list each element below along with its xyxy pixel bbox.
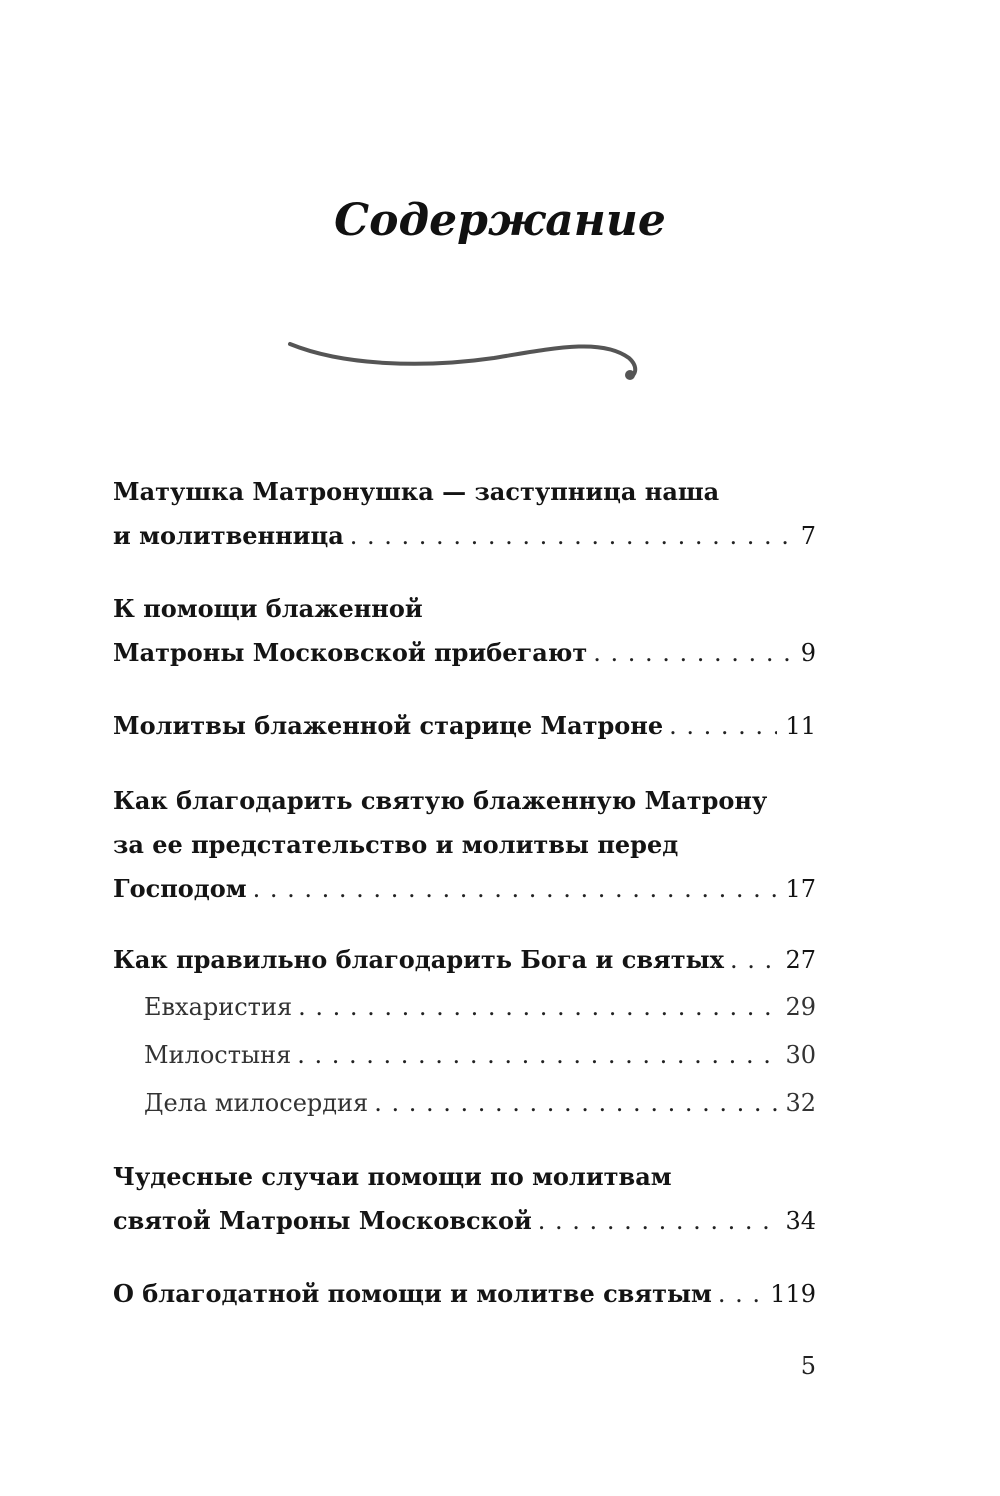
toc-page-number: 7: [800, 522, 816, 550]
toc-entry[interactable]: [113, 779, 816, 911]
toc-entry[interactable]: [113, 938, 816, 982]
toc-entry-text: Евхаристия: [144, 993, 293, 1021]
toc-entry[interactable]: [113, 704, 816, 748]
toc-entry-text: и молитвенница: [113, 521, 344, 550]
toc-entry-text: Как благодарить святую блаженную Матрону: [113, 786, 768, 815]
toc-entry-text: Господом: [113, 874, 247, 903]
toc-entry[interactable]: [113, 1272, 816, 1316]
toc-entry-text: Как правильно благодарить Бога и святых: [113, 945, 724, 974]
toc-page-number: 32: [785, 1089, 816, 1117]
toc-entry-text: Матушка Матронушка — заступница наша: [113, 477, 720, 506]
toc-page-number: 9: [800, 639, 816, 667]
toc-entry-text: за ее предстательство и молитвы перед: [113, 830, 679, 859]
toc-page-number: 30: [785, 1041, 816, 1069]
toc-page-number: 29: [785, 993, 816, 1021]
toc-entry[interactable]: [113, 470, 816, 558]
page-number: 5: [800, 1352, 816, 1380]
toc-entry-text: Чудесные случаи помощи по молитвам: [113, 1162, 672, 1191]
toc-subentry[interactable]: [113, 1081, 816, 1125]
toc-entry-text: К помощи блаженной: [113, 594, 423, 623]
toc-entry-text: О благодатной помощи и молитве святым: [113, 1279, 712, 1308]
toc-entry-text: Дела милосердия: [144, 1089, 369, 1117]
page-title: Содержание: [334, 195, 666, 246]
toc-entry-text: святой Матроны Московской: [113, 1206, 532, 1235]
toc-page-number: 119: [770, 1280, 816, 1308]
ornament-swash-icon: [284, 332, 644, 388]
toc-page-number: 34: [785, 1207, 816, 1235]
toc-subentry[interactable]: [113, 1033, 816, 1077]
toc-entry-text: Молитвы блаженной старице Матроне: [113, 711, 664, 740]
toc-entry[interactable]: [113, 587, 816, 675]
toc-entry-text: Милостыня: [144, 1041, 292, 1069]
toc-entry-text: Матроны Московской прибегают: [113, 638, 588, 667]
toc-subentry[interactable]: [113, 985, 816, 1029]
toc-page-number: 17: [785, 875, 816, 903]
toc-entry[interactable]: [113, 1155, 816, 1243]
toc-page-number: 27: [785, 946, 816, 974]
toc-page-number: 11: [785, 712, 816, 740]
